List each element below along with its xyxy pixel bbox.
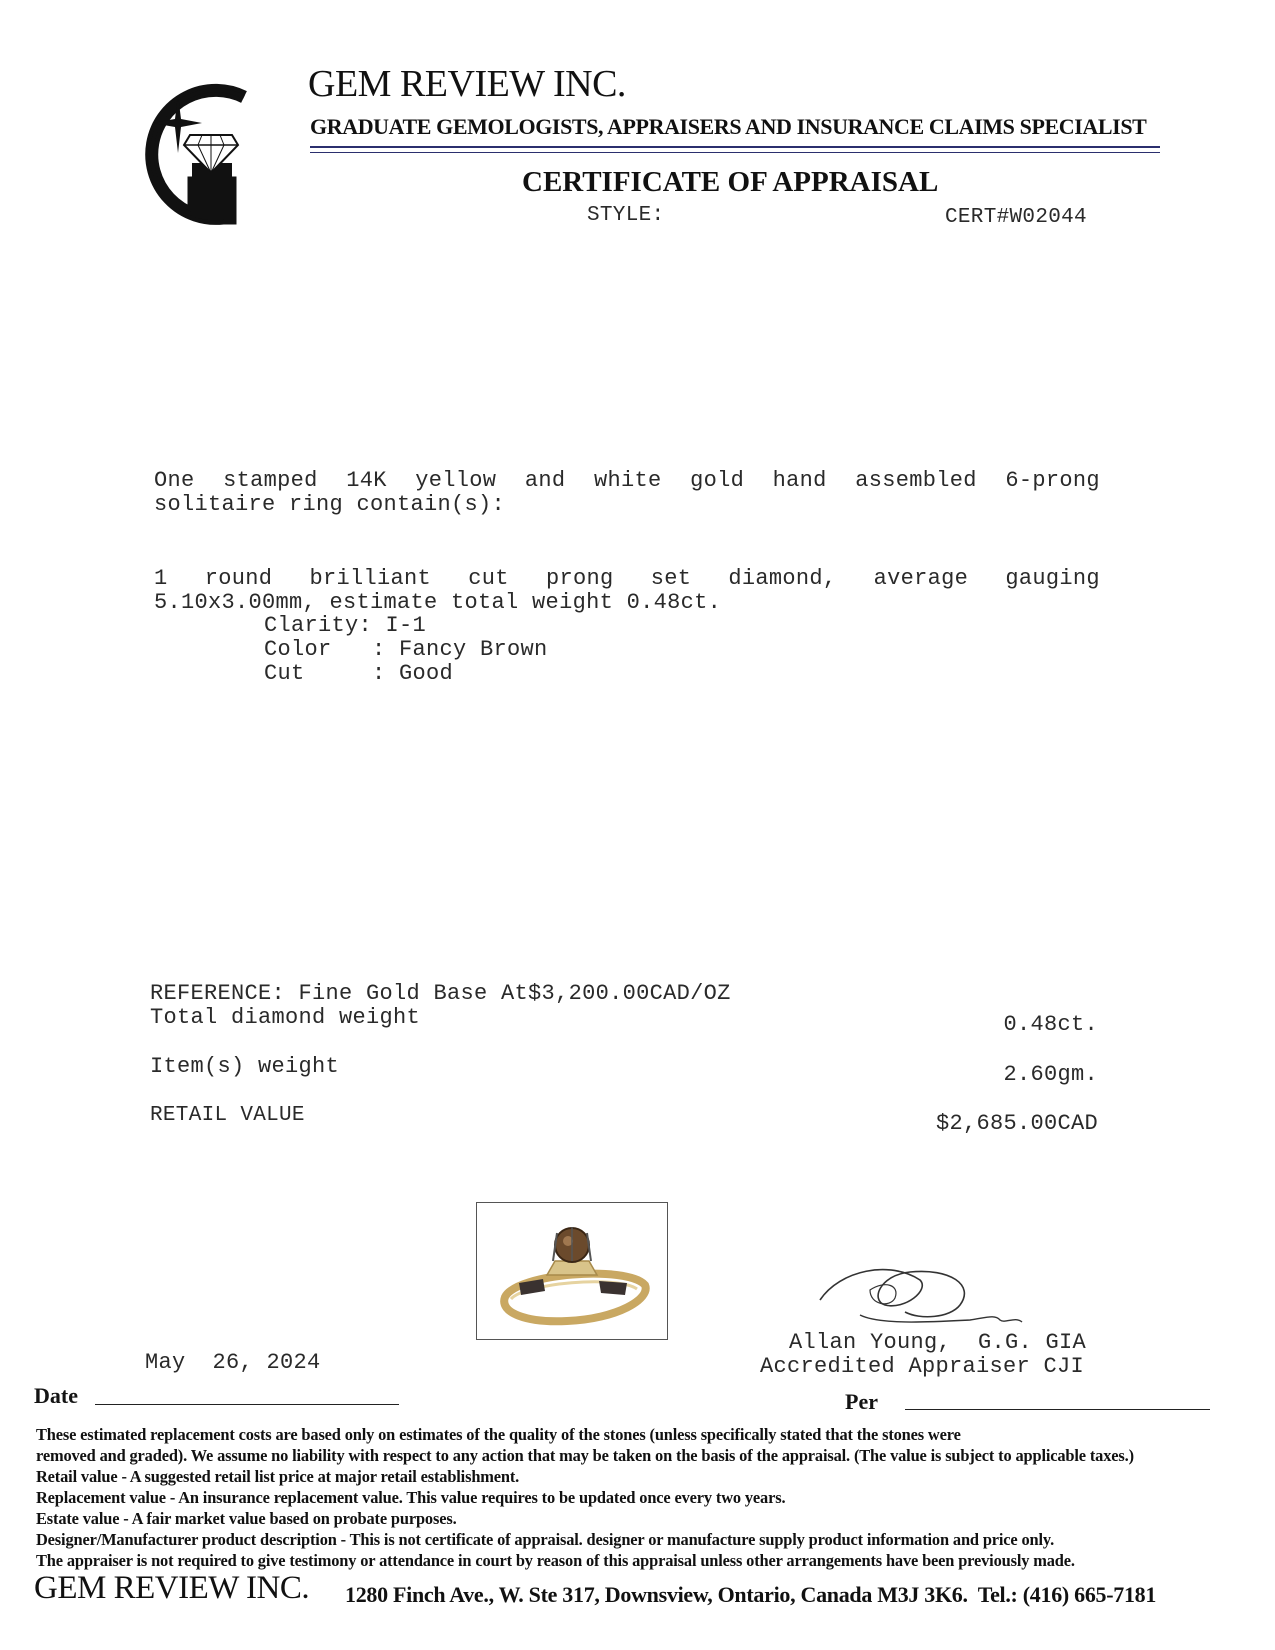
per-signature-line [905, 1409, 1210, 1410]
certificate-title: CERTIFICATE OF APPRAISAL [522, 166, 939, 198]
item-description-line-2: solitaire ring contain(s): [154, 492, 506, 517]
cut-spec: Cut : Good [264, 661, 454, 686]
word: prong [545, 566, 614, 591]
ring-image [477, 1203, 667, 1339]
gold-reference: REFERENCE: Fine Gold Base At$3,200.00CAD/OZ [150, 981, 731, 1006]
item-weight-label: Item(s) weight [150, 1054, 340, 1079]
footer-company-name: GEM REVIEW INC. [34, 1570, 310, 1606]
word: diamond, [728, 566, 837, 591]
disclaimer-line: removed and graded). We assume no liability with respect to any action that may be taken on the basis of the appraisal. (The value is subject to applicable taxes.) [36, 1446, 1134, 1465]
item-weight-value: 2.60gm. [1003, 1062, 1098, 1087]
footer-address: 1280 Finch Ave., W. Ste 317, Downsview, Ontario, Canada M3J 3K6. Tel.: (416) 665-7181 [345, 1582, 1157, 1607]
retail-value-label: RETAIL VALUE [150, 1104, 305, 1127]
retail-value-amount: $2,685.00CAD [935, 1111, 1098, 1136]
company-name: GEM REVIEW INC. [308, 63, 626, 105]
date-signature-line [95, 1404, 399, 1405]
disclaimer [36, 1424, 1246, 1571]
stone-description-line-1 [154, 566, 1100, 591]
disclaimer-line: Replacement value - An insurance replacement value. This value requires to be updated once every two years. [36, 1488, 786, 1507]
word: cut [468, 566, 509, 591]
color-spec: Color : Fancy Brown [264, 637, 548, 662]
ring-photo [476, 1202, 668, 1340]
word: gauging [1005, 566, 1100, 591]
word: hand [772, 468, 827, 493]
appraisal-date: May 26, 2024 [145, 1350, 321, 1375]
appraiser-title: Accredited Appraiser CJI [760, 1354, 1085, 1379]
item-description-line-1 [154, 468, 1100, 493]
word: assembled [855, 468, 977, 493]
diamond-weight-value: 0.48ct. [1003, 1012, 1098, 1037]
appraiser-name: Allan Young, G.G. GIA [789, 1330, 1087, 1355]
word: gold [690, 468, 745, 493]
word: One [154, 468, 195, 493]
date-label: Date [34, 1383, 78, 1408]
disclaimer-line: The appraiser is not required to give testimony or attendance in court by reason of this appraisal unless other arrangements have been previously made. [36, 1551, 1075, 1570]
word: 14K [346, 468, 387, 493]
disclaimer-line: Designer/Manufacturer product description - This is not certificate of appraisal. designer or manufacture supply product information and price only. [36, 1530, 1055, 1549]
word: stamped [223, 468, 318, 493]
word: brilliant [309, 566, 431, 591]
word: 1 [154, 566, 168, 591]
company-tagline: GRADUATE GEMOLOGISTS, APPRAISERS AND INSURANCE CLAIMS SPECIALIST [310, 114, 1147, 139]
disclaimer-line: Retail value - A suggested retail list price at major retail establishment. [36, 1467, 520, 1486]
appraiser-signature [810, 1250, 1050, 1335]
header-rule-thin [310, 152, 1160, 153]
word: average [873, 566, 969, 591]
disclaimer-line: These estimated replacement costs are based only on estimates of the quality of the stones (unless specifically stated that the stones were [36, 1425, 961, 1444]
header-rule [310, 146, 1160, 148]
diamond-weight-label: Total diamond weight [150, 1005, 421, 1030]
gem-logo-icon [118, 75, 258, 225]
word: set [650, 566, 692, 591]
word: round [204, 566, 273, 591]
word: and [524, 468, 566, 493]
disclaimer-line: Estate value - A fair market value based on probate purposes. [36, 1509, 457, 1528]
word: yellow [415, 468, 497, 493]
stone-description-line-2: 5.10x3.00mm, estimate total weight 0.48ct. [154, 590, 722, 615]
style-label: STYLE: [587, 204, 665, 227]
per-label: Per [845, 1389, 878, 1414]
certificate-number: CERT#W02044 [945, 206, 1087, 229]
word: white [593, 468, 662, 493]
word: 6-prong [1005, 468, 1100, 493]
clarity-spec: Clarity: I-1 [264, 613, 427, 638]
